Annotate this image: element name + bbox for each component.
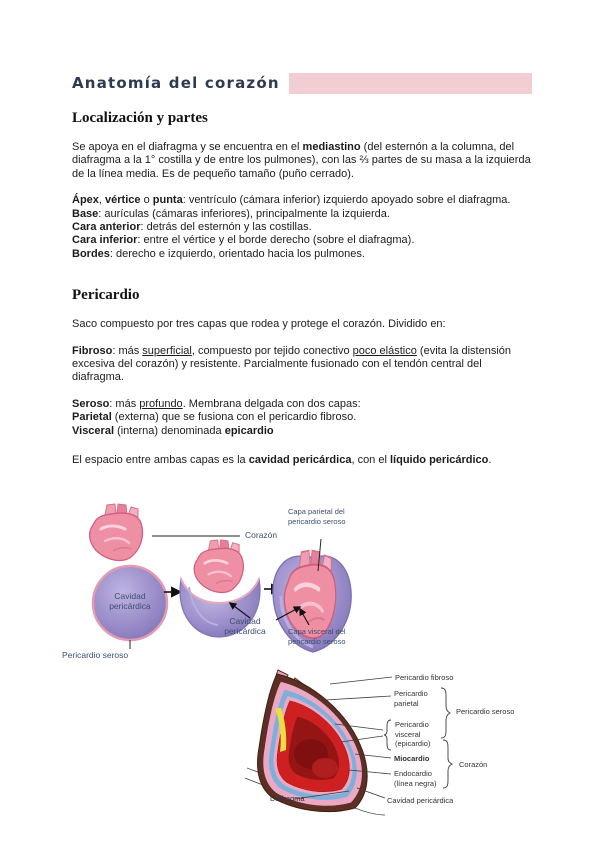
localizacion-list [72,194,532,261]
figure1-label-cavidad-pericardica: Cavidad pericárdica [109,591,151,612]
paragraph-espacio: El espacio entre ambas capas es la cavidad pericárdica, con el líquido pericárdico. [72,454,492,467]
figure2-label-pericardio-parietal: Pericardio parietal [394,689,428,708]
list-item-cara-inferior: Cara inferior: entre el vértice y el borde derecho (sobre el diafragma). [72,234,415,247]
paragraph-seroso-visceral: Visceral (interna) denominada epicardio [72,424,274,437]
figure2-label-diafragma: Diafragma [270,794,305,803]
figure1-label-corazon: Corazón [245,530,278,540]
paragraph-pericardio-intro: Saco compuesto por tres capas que rodea y protege el corazón. Dividido en: [72,318,446,331]
figure2-label-endocardio: Endocardio (línea negra) [394,769,437,788]
figure2-label-pericardio-visceral: Pericardio visceral (epicardio) [395,720,431,749]
figure2-label-pericardio-fibroso: Pericardio fibroso [395,673,454,682]
paragraph-seroso: Seroso: más profundo. Membrana delgada con dos capas: [72,397,361,410]
section-heading-localizacion: Localización y partes [72,110,208,126]
title-row [72,73,532,94]
page-title: Anatomía del corazón [72,73,280,92]
paragraph-fibroso: Fibroso: más superficial, compuesto por tejido conectivo poco elástico (evita la distensión excesiva del corazón) y resistente. Parcialmente fusionado con el tendón central del diafragma. [72,344,512,384]
figure-heart-wall-layers [245,668,520,820]
seroso-block [72,398,532,438]
figure1-label-capa-visceral: Capa visceral del pericardio seroso [288,627,346,646]
list-item-apex: Ápex, vértice o punta: ventrículo (cámara inferior) izquierdo apoyado sobre el diafragma. [72,194,511,207]
list-item-base: Base: aurículas (cámaras inferiores), principalmente la izquierda. [72,207,390,220]
paragraph-seroso-parietal: Parietal (externa) que se fusiona con el pericardio fibroso. [72,411,357,424]
pericardium-formation-illustration [62,503,362,673]
figure1-label-pericardio-seroso: Pericardio seroso [62,650,129,660]
figure2-label-pericardio-seroso: Pericardio seroso [456,707,515,716]
figure2-label-miocardio: Miocardio [394,754,430,763]
figure1-label-capa-parietal: Capa parietal del pericardio seroso [288,507,346,526]
figure2-label-corazon: Corazón [459,760,488,769]
figure-pericardium-formation [62,503,362,673]
section-heading-pericardio: Pericardio [72,287,140,304]
list-item-cara-anterior: Cara anterior: detrás del esternón y las costillas. [72,221,312,234]
title-highlight-bar [289,73,532,94]
figure1-label-cavidad-pericardica-2: Cavidad pericárdica [224,616,266,637]
list-item-bordes: Bordes: derecho e izquierdo, orientado hacia los pulmones. [72,247,365,260]
paragraph-localizacion-intro: Se apoya en el diafragma y se encuentra en el mediastino (del esternón a la columna, del diafragma a la 1° costilla y de entre los pulmones), con las ⅔ partes de su masa a la izquierda de la línea media. Es de pequeño tamaño (puño cerrado). [72,141,531,180]
figure2-label-cavidad-pericardica: Cavidad pericárdica [387,796,454,805]
